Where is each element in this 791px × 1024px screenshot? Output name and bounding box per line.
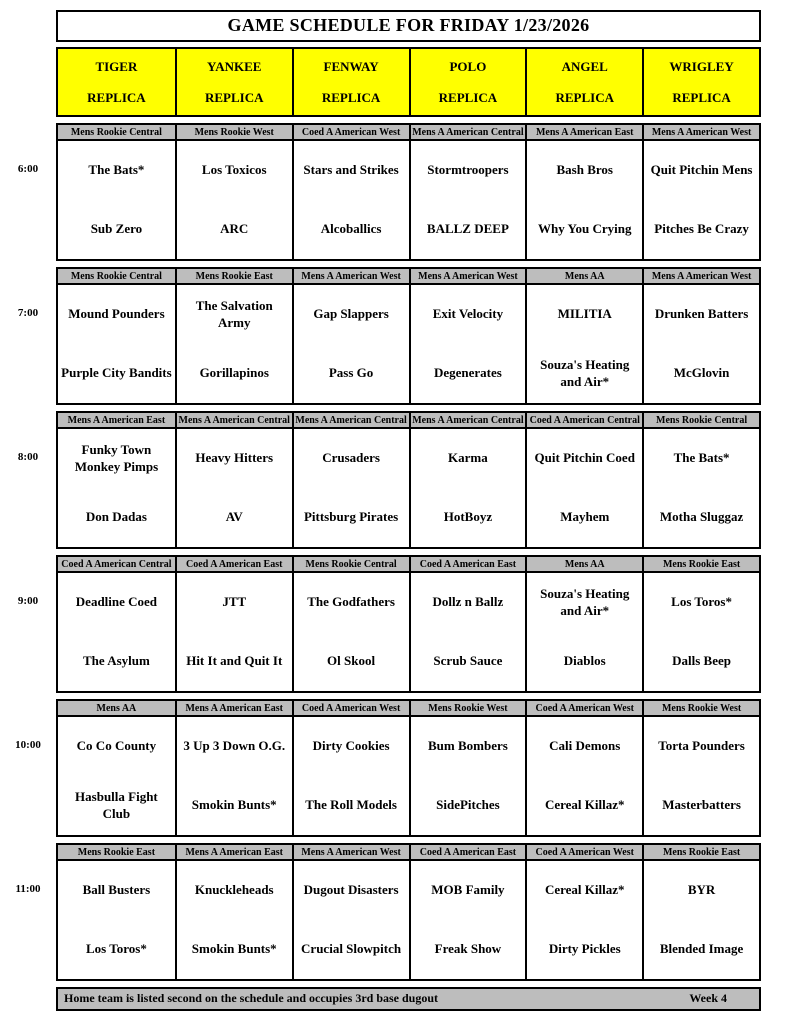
away-team: Gap Slappers — [292, 285, 409, 344]
left-gutter — [0, 123, 56, 261]
footer-bar — [56, 987, 761, 1011]
left-gutter — [0, 843, 56, 981]
time-block — [0, 411, 761, 549]
away-team: Karma — [409, 429, 526, 488]
away-team: Stars and Strikes — [292, 141, 409, 200]
away-team: Bash Bros — [525, 141, 642, 200]
field-header — [642, 49, 759, 115]
away-team: Los Toros* — [642, 573, 759, 632]
away-team: The Salvation Army — [175, 285, 292, 344]
field-header — [409, 49, 526, 115]
division-label: Coed A American West — [292, 701, 409, 717]
field-header-row-wrap — [0, 47, 761, 117]
division-label: Mens A American Central — [409, 413, 526, 429]
time-block — [0, 123, 761, 261]
home-team: Sub Zero — [90, 221, 143, 237]
division-label: Mens A American Central — [409, 125, 526, 141]
away-team: JTT — [175, 573, 292, 632]
schedule-blocks — [0, 123, 761, 981]
away-team: Bum Bombers — [409, 717, 526, 776]
away-team: Quit Pitchin Mens — [642, 141, 759, 200]
title-row — [0, 10, 761, 42]
home-team: HotBoyz — [409, 488, 526, 547]
away-team: Dirty Cookies — [292, 717, 409, 776]
division-label: Mens AA — [525, 269, 642, 285]
home-team: Ol Skool — [292, 632, 409, 691]
field-name: WRIGLEY — [669, 59, 734, 74]
division-label: Mens A American West — [292, 845, 409, 861]
left-gutter — [0, 555, 56, 693]
home-team: Crucial Slowpitch — [292, 920, 409, 979]
division-label: Mens A American Central — [292, 413, 409, 429]
away-team: 3 Up 3 Down O.G. — [175, 717, 292, 776]
away-team: MILITIA — [525, 285, 642, 344]
away-team: Dollz n Ballz — [409, 573, 526, 632]
home-team: Degenerates — [409, 344, 526, 403]
division-label: Mens AA — [58, 701, 175, 717]
field-sub: REPLICA — [204, 90, 264, 105]
division-label: Coed A American Central — [58, 557, 175, 573]
division-label: Mens Rookie West — [409, 701, 526, 717]
games-grid — [56, 123, 761, 261]
away-team: Torta Pounders — [642, 717, 759, 776]
away-team: The Bats* — [642, 429, 759, 488]
division-label: Coed A American Central — [525, 413, 642, 429]
time-label: 11:00 — [15, 883, 41, 895]
field-header-row — [56, 47, 761, 117]
home-team: McGlovin — [642, 344, 759, 403]
time-label: 6:00 — [17, 163, 39, 175]
home-team: Purple City Bandits — [61, 365, 172, 381]
time-block — [0, 555, 761, 693]
away-team: Stormtroopers — [409, 141, 526, 200]
games-grid — [56, 699, 761, 837]
home-team: Cereal Killaz* — [525, 776, 642, 835]
time-label: 8:00 — [17, 451, 39, 463]
left-gutter — [0, 987, 56, 1011]
away-team: Heavy Hitters — [175, 429, 292, 488]
home-team: Dalls Beep — [642, 632, 759, 691]
division-label: Mens A American West — [409, 269, 526, 285]
left-gutter — [0, 10, 56, 42]
field-sub: REPLICA — [672, 90, 731, 105]
home-team: Blended Image — [642, 920, 759, 979]
time-block — [0, 267, 761, 405]
home-team: Masterbatters — [642, 776, 759, 835]
home-team: AV — [175, 488, 292, 547]
away-team: The Godfathers — [292, 573, 409, 632]
division-label: Mens A American Central — [175, 413, 292, 429]
home-team: Hit It and Quit It — [175, 632, 292, 691]
division-label: Mens Rookie Central — [58, 269, 175, 285]
away-team: Exit Velocity — [409, 285, 526, 344]
home-team: Freak Show — [409, 920, 526, 979]
week-label: Week 4 — [689, 991, 727, 1005]
home-team: BALLZ DEEP — [409, 200, 526, 259]
page-title: GAME SCHEDULE FOR FRIDAY 1/23/2026 — [56, 10, 761, 42]
left-gutter — [0, 699, 56, 837]
away-team: Mound Pounders — [68, 306, 165, 322]
field-name: YANKEE — [207, 59, 262, 74]
home-team: Pittsburg Pirates — [292, 488, 409, 547]
division-label: Mens A American East — [175, 701, 292, 717]
away-team: BYR — [642, 861, 759, 920]
away-team: Co Co County — [76, 738, 157, 754]
home-team: Pitches Be Crazy — [642, 200, 759, 259]
home-team: Motha Sluggaz — [642, 488, 759, 547]
left-gutter — [0, 47, 56, 117]
division-label: Mens Rookie Central — [642, 413, 759, 429]
home-team: Gorillapinos — [175, 344, 292, 403]
footer-row — [0, 987, 761, 1011]
division-label: Coed A American East — [409, 557, 526, 573]
away-team: Los Toxicos — [175, 141, 292, 200]
time-block — [0, 699, 761, 837]
division-label: Mens Rookie East — [58, 845, 175, 861]
division-label: Mens AA — [525, 557, 642, 573]
away-team: Cereal Killaz* — [525, 861, 642, 920]
home-team: Smokin Bunts* — [175, 776, 292, 835]
home-team: Don Dadas — [85, 509, 147, 525]
games-grid — [56, 411, 761, 549]
time-label: 10:00 — [15, 739, 41, 751]
away-team: Funky Town Monkey Pimps — [74, 442, 159, 474]
away-team: Ball Busters — [82, 882, 151, 898]
games-grid — [56, 267, 761, 405]
home-team: Scrub Sauce — [409, 632, 526, 691]
home-team: Mayhem — [525, 488, 642, 547]
time-label: 7:00 — [17, 307, 39, 319]
away-team: Deadline Coed — [75, 594, 158, 610]
home-team: Diablos — [525, 632, 642, 691]
division-label: Mens A American East — [58, 413, 175, 429]
left-gutter — [0, 411, 56, 549]
home-team: Why You Crying — [525, 200, 642, 259]
division-label: Mens Rookie Central — [292, 557, 409, 573]
division-label: Mens Rookie West — [642, 701, 759, 717]
home-team: The Roll Models — [292, 776, 409, 835]
field-sub: REPLICA — [438, 90, 498, 105]
field-sub: REPLICA — [555, 90, 614, 105]
games-grid — [56, 555, 761, 693]
field-header — [525, 49, 642, 115]
home-team: ARC — [175, 200, 292, 259]
field-name: TIGER — [95, 59, 138, 74]
division-label: Mens Rookie East — [175, 269, 292, 285]
division-label: Coed A American East — [175, 557, 292, 573]
away-team: Crusaders — [292, 429, 409, 488]
left-gutter — [0, 267, 56, 405]
field-name: POLO — [449, 59, 487, 74]
field-header — [58, 49, 175, 115]
home-team: Dirty Pickles — [525, 920, 642, 979]
division-label: Mens Rookie West — [175, 125, 292, 141]
time-label: 9:00 — [17, 595, 39, 607]
home-team: SidePitches — [409, 776, 526, 835]
division-label: Mens A American East — [525, 125, 642, 141]
away-team: The Bats* — [88, 162, 145, 178]
games-grid — [56, 843, 761, 981]
away-team: Souza's Heating and Air* — [525, 573, 642, 632]
field-sub: REPLICA — [87, 90, 146, 105]
home-team: Pass Go — [292, 344, 409, 403]
away-team: Cali Demons — [525, 717, 642, 776]
division-label: Mens Rookie East — [642, 845, 759, 861]
field-name: ANGEL — [561, 59, 608, 74]
division-label: Coed A American East — [409, 845, 526, 861]
division-label: Mens A American West — [642, 269, 759, 285]
division-label: Mens Rookie East — [642, 557, 759, 573]
division-label: Mens A American East — [175, 845, 292, 861]
home-team: Hasbulla Fight Club — [75, 789, 158, 821]
home-team: The Asylum — [83, 653, 150, 669]
away-team: MOB Family — [409, 861, 526, 920]
field-name: FENWAY — [323, 59, 379, 74]
division-label: Mens Rookie Central — [58, 125, 175, 141]
division-label: Coed A American West — [292, 125, 409, 141]
division-label: Mens A American West — [642, 125, 759, 141]
away-team: Knuckleheads — [175, 861, 292, 920]
time-block — [0, 843, 761, 981]
home-team: Smokin Bunts* — [175, 920, 292, 979]
away-team: Drunken Batters — [642, 285, 759, 344]
field-sub: REPLICA — [321, 90, 381, 105]
home-team-note: Home team is listed second on the schedule and occupies 3rd base dugout — [64, 991, 439, 1005]
division-label: Mens A American West — [292, 269, 409, 285]
away-team: Dugout Disasters — [292, 861, 409, 920]
field-header — [175, 49, 292, 115]
field-header — [292, 49, 409, 115]
home-team: Los Toros* — [86, 941, 147, 957]
away-team: Quit Pitchin Coed — [525, 429, 642, 488]
home-team: Alcoballics — [292, 200, 409, 259]
division-label: Coed A American West — [525, 701, 642, 717]
division-label: Coed A American West — [525, 845, 642, 861]
home-team: Souza's Heating and Air* — [525, 344, 642, 403]
